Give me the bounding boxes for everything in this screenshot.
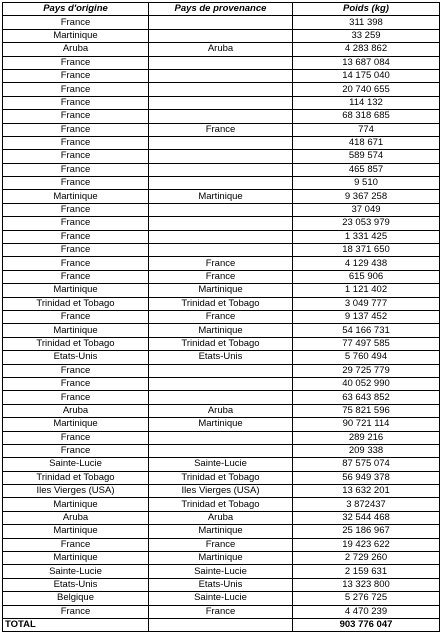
- weight-cell: 32 544 468: [293, 511, 440, 524]
- table-row: [3, 377, 440, 390]
- weight-cell: 2 159 631: [293, 565, 440, 578]
- origin-cell: Aruba: [3, 404, 149, 417]
- table-row: [3, 217, 440, 230]
- origin-cell: Martinique: [3, 324, 149, 337]
- origin-cell: France: [3, 150, 149, 163]
- origin-cell: Belgique: [3, 592, 149, 605]
- provenance-cell: [149, 96, 293, 109]
- weight-cell: 9 510: [293, 177, 440, 190]
- origin-cell: France: [3, 444, 149, 457]
- origin-cell: France: [3, 538, 149, 551]
- provenance-cell: [149, 83, 293, 96]
- origin-cell: France: [3, 16, 149, 29]
- provenance-cell: Iles Vierges (USA): [149, 485, 293, 498]
- provenance-cell: [149, 391, 293, 404]
- origin-cell: Etats-Unis: [3, 578, 149, 591]
- weight-cell: 75 821 596: [293, 404, 440, 417]
- weight-cell: 289 216: [293, 431, 440, 444]
- table-row: [3, 431, 440, 444]
- weight-cell: 54 166 731: [293, 324, 440, 337]
- provenance-cell: Martinique: [149, 525, 293, 538]
- provenance-cell: [149, 163, 293, 176]
- table-row: [3, 43, 440, 56]
- table-row: [3, 96, 440, 109]
- provenance-cell: [149, 69, 293, 82]
- table-row: [3, 284, 440, 297]
- weight-cell: 14 175 040: [293, 69, 440, 82]
- weight-cell: 87 575 074: [293, 458, 440, 471]
- weight-cell: 13 323 800: [293, 578, 440, 591]
- weight-cell: 4 283 862: [293, 43, 440, 56]
- origin-cell: Martinique: [3, 29, 149, 42]
- origin-cell: France: [3, 56, 149, 69]
- origin-cell: France: [3, 364, 149, 377]
- origin-cell: France: [3, 257, 149, 270]
- weight-cell: 5 760 494: [293, 351, 440, 364]
- weight-cell: 29 725 779: [293, 364, 440, 377]
- table-row: [3, 257, 440, 270]
- table-body: [3, 16, 440, 619]
- table-row: [3, 150, 440, 163]
- weight-cell: 56 949 378: [293, 471, 440, 484]
- origin-cell: France: [3, 177, 149, 190]
- origin-cell: France: [3, 230, 149, 243]
- table-header: [3, 3, 440, 16]
- provenance-cell: Martinique: [149, 552, 293, 565]
- table-row: [3, 444, 440, 457]
- origin-cell: France: [3, 163, 149, 176]
- weight-cell: 4 129 438: [293, 257, 440, 270]
- provenance-cell: France: [149, 538, 293, 551]
- provenance-cell: [149, 177, 293, 190]
- table-row: [3, 203, 440, 216]
- weight-cell: 68 318 685: [293, 110, 440, 123]
- table-row: [3, 324, 440, 337]
- provenance-cell: France: [149, 257, 293, 270]
- table-row: [3, 418, 440, 431]
- header-weight: Poids (kg): [293, 3, 440, 16]
- provenance-cell: [149, 244, 293, 257]
- weight-cell: 9 367 258: [293, 190, 440, 203]
- table-row: [3, 110, 440, 123]
- weight-cell: 33 259: [293, 29, 440, 42]
- table-row: [3, 391, 440, 404]
- weight-cell: 13 632 201: [293, 485, 440, 498]
- table-row: [3, 337, 440, 350]
- weight-cell: 25 186 967: [293, 525, 440, 538]
- provenance-cell: [149, 16, 293, 29]
- provenance-cell: [149, 29, 293, 42]
- table-row: [3, 16, 440, 29]
- origin-cell: France: [3, 310, 149, 323]
- header-provenance: Pays de provenance: [149, 3, 293, 16]
- origin-cell: France: [3, 83, 149, 96]
- provenance-cell: Sainte-Lucie: [149, 565, 293, 578]
- weight-cell: 774: [293, 123, 440, 136]
- origin-cell: France: [3, 391, 149, 404]
- table-row: [3, 605, 440, 618]
- origin-cell: Martinique: [3, 284, 149, 297]
- provenance-cell: Martinique: [149, 418, 293, 431]
- provenance-cell: [149, 364, 293, 377]
- origin-cell: France: [3, 244, 149, 257]
- document-page: [2, 2, 440, 632]
- weight-cell: 1 331 425: [293, 230, 440, 243]
- provenance-cell: [149, 150, 293, 163]
- origin-cell: France: [3, 110, 149, 123]
- provenance-cell: Etats-Unis: [149, 578, 293, 591]
- weight-cell: 77 497 585: [293, 337, 440, 350]
- weight-cell: 90 721 114: [293, 418, 440, 431]
- weight-cell: 615 906: [293, 270, 440, 283]
- provenance-cell: [149, 110, 293, 123]
- provenance-cell: Sainte-Lucie: [149, 458, 293, 471]
- weight-cell: 418 671: [293, 136, 440, 149]
- provenance-cell: Sainte-Lucie: [149, 592, 293, 605]
- weight-cell: 3 049 777: [293, 297, 440, 310]
- table-row: [3, 538, 440, 551]
- total-value: 903 776 047: [293, 618, 440, 631]
- origin-cell: Martinique: [3, 525, 149, 538]
- origin-cell: Trinidad et Tobago: [3, 297, 149, 310]
- table-row: [3, 578, 440, 591]
- table-row: [3, 525, 440, 538]
- total-label: TOTAL: [3, 618, 149, 631]
- weight-cell: 209 338: [293, 444, 440, 457]
- weight-cell: 4 470 239: [293, 605, 440, 618]
- origin-cell: France: [3, 123, 149, 136]
- table-row: [3, 310, 440, 323]
- table-row: [3, 552, 440, 565]
- table-row: [3, 56, 440, 69]
- weight-cell: 9 137 452: [293, 310, 440, 323]
- table-row: [3, 190, 440, 203]
- table-row: [3, 364, 440, 377]
- table-row: [3, 244, 440, 257]
- table-row: [3, 163, 440, 176]
- table-row: [3, 270, 440, 283]
- table-row: [3, 123, 440, 136]
- weight-cell: 63 643 852: [293, 391, 440, 404]
- weight-cell: 2 729 260: [293, 552, 440, 565]
- provenance-cell: Aruba: [149, 43, 293, 56]
- provenance-cell: Trinidad et Tobago: [149, 337, 293, 350]
- origin-cell: France: [3, 136, 149, 149]
- origin-cell: Trinidad et Tobago: [3, 337, 149, 350]
- table-row: [3, 511, 440, 524]
- provenance-cell: [149, 136, 293, 149]
- table-row: [3, 592, 440, 605]
- table-row: [3, 404, 440, 417]
- origin-cell: Etats-Unis: [3, 351, 149, 364]
- table-row: [3, 230, 440, 243]
- table-row: [3, 498, 440, 511]
- table-row: [3, 83, 440, 96]
- origin-cell: Martinique: [3, 418, 149, 431]
- weight-cell: 5 276 725: [293, 592, 440, 605]
- total-empty-cell: [149, 618, 293, 631]
- origin-cell: Sainte-Lucie: [3, 565, 149, 578]
- provenance-cell: France: [149, 310, 293, 323]
- provenance-cell: [149, 217, 293, 230]
- weight-cell: 13 687 084: [293, 56, 440, 69]
- weight-cell: 18 371 650: [293, 244, 440, 257]
- provenance-cell: [149, 56, 293, 69]
- total-row: [3, 618, 440, 631]
- weight-cell: 465 857: [293, 163, 440, 176]
- provenance-cell: Trinidad et Tobago: [149, 297, 293, 310]
- origin-cell: France: [3, 605, 149, 618]
- origin-cell: Sainte-Lucie: [3, 458, 149, 471]
- provenance-cell: France: [149, 270, 293, 283]
- origin-cell: France: [3, 69, 149, 82]
- provenance-cell: [149, 444, 293, 457]
- provenance-cell: Martinique: [149, 284, 293, 297]
- origin-cell: France: [3, 431, 149, 444]
- origin-cell: Trinidad et Tobago: [3, 471, 149, 484]
- table-footer: [3, 618, 440, 631]
- weight-cell: 19 423 622: [293, 538, 440, 551]
- provenance-cell: [149, 377, 293, 390]
- origin-cell: France: [3, 377, 149, 390]
- table-row: [3, 136, 440, 149]
- table-row: [3, 177, 440, 190]
- provenance-cell: Aruba: [149, 404, 293, 417]
- origin-cell: France: [3, 270, 149, 283]
- weight-cell: 3 872437: [293, 498, 440, 511]
- imports-table: [2, 2, 440, 632]
- origin-cell: Martinique: [3, 552, 149, 565]
- origin-cell: France: [3, 217, 149, 230]
- provenance-cell: Etats-Unis: [149, 351, 293, 364]
- weight-cell: 1 121 402: [293, 284, 440, 297]
- header-row: [3, 3, 440, 16]
- provenance-cell: [149, 431, 293, 444]
- weight-cell: 40 052 990: [293, 377, 440, 390]
- provenance-cell: Martinique: [149, 324, 293, 337]
- origin-cell: France: [3, 203, 149, 216]
- origin-cell: Aruba: [3, 43, 149, 56]
- origin-cell: France: [3, 96, 149, 109]
- origin-cell: Iles Vierges (USA): [3, 485, 149, 498]
- provenance-cell: Trinidad et Tobago: [149, 498, 293, 511]
- provenance-cell: France: [149, 605, 293, 618]
- provenance-cell: Aruba: [149, 511, 293, 524]
- origin-cell: Martinique: [3, 190, 149, 203]
- origin-cell: Aruba: [3, 511, 149, 524]
- table-row: [3, 297, 440, 310]
- table-row: [3, 471, 440, 484]
- table-row: [3, 565, 440, 578]
- weight-cell: 20 740 655: [293, 83, 440, 96]
- weight-cell: 37 049: [293, 203, 440, 216]
- weight-cell: 311 398: [293, 16, 440, 29]
- table-row: [3, 485, 440, 498]
- header-origin: Pays d'origine: [3, 3, 149, 16]
- table-row: [3, 351, 440, 364]
- provenance-cell: [149, 230, 293, 243]
- weight-cell: 114 132: [293, 96, 440, 109]
- weight-cell: 23 053 979: [293, 217, 440, 230]
- provenance-cell: [149, 203, 293, 216]
- provenance-cell: Trinidad et Tobago: [149, 471, 293, 484]
- provenance-cell: France: [149, 123, 293, 136]
- table-row: [3, 458, 440, 471]
- table-row: [3, 69, 440, 82]
- provenance-cell: Martinique: [149, 190, 293, 203]
- origin-cell: Martinique: [3, 498, 149, 511]
- table-row: [3, 29, 440, 42]
- weight-cell: 589 574: [293, 150, 440, 163]
